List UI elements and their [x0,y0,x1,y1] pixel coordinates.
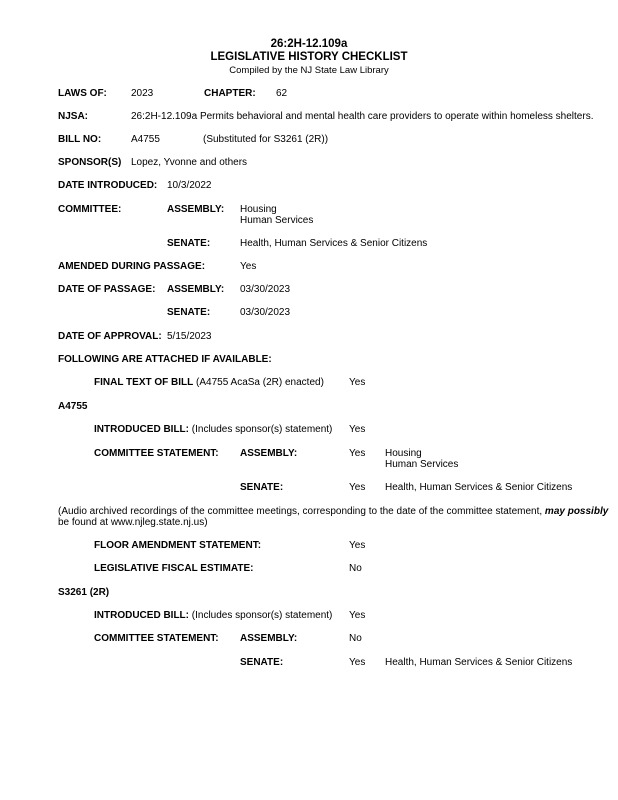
committee-assembly-2: Human Services [240,215,314,226]
passage-label: DATE OF PASSAGE: [58,284,156,295]
chapter-label: CHAPTER: [204,88,256,99]
amended-value: Yes [240,261,257,272]
committee-senate-label: SENATE: [167,238,211,249]
amended-label: AMENDED DURING PASSAGE: [58,261,206,272]
audio-note-line1 [58,506,608,517]
s3261-introduced-label: INTRODUCED BILL: [94,610,189,621]
s3261-introduced-note: (Includes sponsor(s) statement) [191,610,333,621]
date-introduced-value: 10/3/2022 [167,180,212,191]
passage-senate-value: 03/30/2023 [240,307,291,318]
date-introduced-label: DATE INTRODUCED: [58,180,158,191]
final-text-value: Yes [349,377,366,388]
laws-of-label: LAWS OF: [58,88,107,99]
a4755-introduced-label: INTRODUCED BILL: [94,424,189,435]
s3261-senate-value: Yes [349,657,366,668]
s3261-committee-label: COMMITTEE STATEMENT: [94,633,219,644]
sponsors-label: SPONSOR(S) [58,157,122,168]
a4755-assembly-committee-2: Human Services [385,459,459,470]
passage-assembly-value: 03/30/2023 [240,284,291,295]
document-title: LEGISLATIVE HISTORY CHECKLIST [210,51,408,63]
attached-heading: FOLLOWING ARE ATTACHED IF AVAILABLE: [58,354,272,365]
audio-note-line2: be found at www.njleg.state.nj.us) [58,517,208,528]
njsa-label: NJSA: [58,111,89,122]
a4755-introduced-row [94,424,332,435]
committee-assembly-1: Housing [240,204,277,215]
a4755-assembly-label: ASSEMBLY: [240,448,298,459]
s3261-senate-committee: Health, Human Services & Senior Citizens [385,657,573,668]
audio-note-emphasis: may possibly [544,506,609,517]
final-text-row [94,377,324,388]
sponsors-value: Lopez, Yvonne and others [131,157,248,168]
a4755-introduced-note: (Includes sponsor(s) statement) [191,424,333,435]
passage-assembly-label: ASSEMBLY: [167,284,225,295]
floor-amendment-label: FLOOR AMENDMENT STATEMENT: [94,540,262,551]
a4755-senate-label: SENATE: [240,482,284,493]
chapter-value: 62 [276,88,288,99]
a4755-heading: A4755 [58,401,88,412]
s3261-senate-label: SENATE: [240,657,284,668]
compiled-by: Compiled by the NJ State Law Library [229,65,389,76]
audio-note-text: (Audio archived recordings of the committee meetings, corresponding to the date of the committee statement, [58,506,543,517]
passage-senate-label: SENATE: [167,307,211,318]
a4755-introduced-value: Yes [349,424,366,435]
laws-of-value: 2023 [131,88,154,99]
a4755-assembly-committee-1: Housing [385,448,422,459]
bill-no-label: BILL NO: [58,134,102,145]
approval-value: 5/15/2023 [167,331,212,342]
a4755-assembly-value: Yes [349,448,366,459]
a4755-senate-value: Yes [349,482,366,493]
fiscal-estimate-label: LEGISLATIVE FISCAL ESTIMATE: [94,563,254,574]
final-text-label: FINAL TEXT OF BILL [94,377,194,388]
s3261-heading: S3261 (2R) [58,587,110,598]
a4755-committee-label: COMMITTEE STATEMENT: [94,448,219,459]
s3261-introduced-row [94,610,332,621]
final-text-note: (A4755 AcaSa (2R) enacted) [196,377,324,388]
statute-title: 26:2H-12.109a [270,38,348,50]
bill-no-substitution: (Substituted for S3261 (2R)) [203,134,329,145]
floor-amendment-value: Yes [349,540,366,551]
bill-no-value: A4755 [131,134,160,145]
approval-label: DATE OF APPROVAL: [58,331,162,342]
njsa-value: 26:2H-12.109a Permits behavioral and mental health care providers to operate within homeless shelters. [131,111,594,122]
s3261-introduced-value: Yes [349,610,366,621]
s3261-assembly-label: ASSEMBLY: [240,633,298,644]
fiscal-estimate-value: No [349,563,362,574]
committee-senate-value: Health, Human Services & Senior Citizens [240,238,428,249]
committee-assembly-label: ASSEMBLY: [167,204,225,215]
committee-label: COMMITTEE: [58,204,122,215]
s3261-assembly-value: No [349,633,362,644]
a4755-senate-committee: Health, Human Services & Senior Citizens [385,482,573,493]
